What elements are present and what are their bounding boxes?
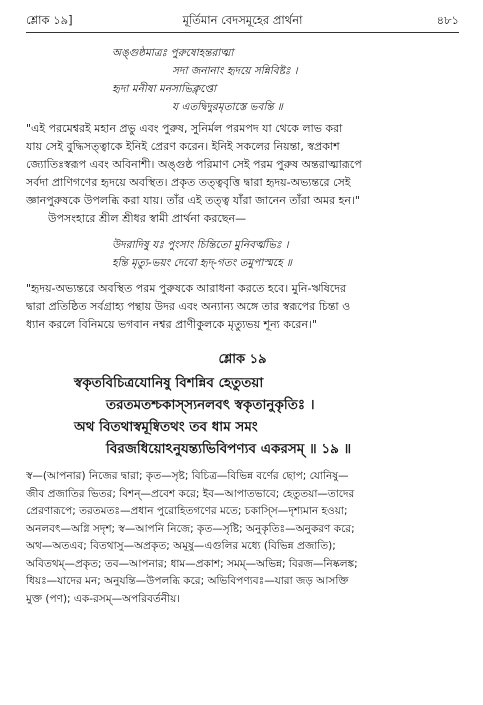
sanskrit-quote-1 <box>26 44 459 116</box>
verse-line: তরতমতশ্চকাস্স্যনলবৎ স্বকৃতানুকৃতিঃ । <box>106 397 315 413</box>
quote-line: সদা জনানাং হৃদয়ে সন্নিবিষ্টঃ । <box>172 65 298 77</box>
prose-line: যায় সেই বুদ্ধিসত্ত্বাকে ইনিই প্রেরণ করেন। ইনিই সকলের নিয়ন্তা, স্বপ্রকাশ <box>26 140 340 153</box>
word-meanings <box>26 468 459 608</box>
synonym-line: অনলবৎ—অগ্নি সদৃশ; স্ব—আপনি নিজে; কৃত—সৃষ্টি; অনুকৃতিঃ—অনুকরণ করে; <box>26 522 355 535</box>
verse-text <box>26 372 459 460</box>
running-header <box>26 12 459 30</box>
quote-line: য এতদ্বিদুরমৃতাস্তে ভবন্তি ॥ <box>172 101 283 113</box>
translation-paragraph-1 <box>26 120 459 210</box>
sanskrit-quote-2 <box>26 236 459 272</box>
prose-line: ধ্যান করলে বিনিময়ে ভগবান নশ্বর প্রাণীকুলকে মৃত্যুভয় শূন্য করেন।" <box>26 318 318 331</box>
prose-line: "এই পরমেশ্বরই মহান প্রভু এবং পুরুষ, সুনির্মল পরমপদ যা থেকে লাভ করা <box>26 122 343 135</box>
quote-line: হৃদা মনীষা মনসাভিক্লৃপ্তো <box>112 83 217 95</box>
synonym-line: ধিয়ঃ—যাদের মন; অনুযন্তি—উপলব্ধি করে; অভিবিপণ্যবঃ—যারা জড় আসক্তি <box>26 575 349 587</box>
synonym-line: অথ—অতএব; বিতথাসু—অপ্রকৃত; অমূষু—এগুলির মধ্যে (বিভিন্ন প্রজাতি); <box>26 540 336 552</box>
prose-line: জ্যোতিঃস্বরূপ এবং অবিনাশী। অঙ্গুষ্ঠ পরিমাণ সেই পরম পুরুষ অন্তরাত্মারূপে <box>26 158 362 171</box>
quote-line: হন্তি মৃত্যু-ভয়ং দেবো হৃদ্-গতং তমুপাস্মহে ॥ <box>112 257 292 269</box>
prose-line: উপসংহারে শ্রীল শ্রীধর স্বামী প্রার্থনা করছেন— <box>48 212 247 225</box>
header-rule <box>26 32 459 33</box>
synonym-line: অবিতথম্—প্রকৃত; তব—আপনার; ধাম—প্রকাশ; সমম্—অভিন্ন; বিরজ—নিষ্কলঙ্ক; <box>26 557 358 570</box>
prose-line: "হৃদয়-অভ্যন্তরে অবস্থিত পরম পুরুষকে আরাধনা করতে হবে। মুনি-ঋষিদের <box>26 282 347 295</box>
synonym-line: জীব প্রজাতির ভিতর; বিশন্—প্রবেশ করে; ইব—আপাতভাবে; হেতুতয়া—তাদের <box>26 487 355 500</box>
intro-paragraph-2 <box>26 210 459 228</box>
verse-heading: শ্লোক ১৯ <box>218 352 267 367</box>
synonym-line: স্ব—(আপনার) নিজের দ্বারা; কৃত—সৃষ্ট; বিচিত্র—বিভিন্ন বর্ণের ছোপ; যোনিষু— <box>26 470 349 482</box>
header-verse-ref: শ্লোক ১৯] <box>26 13 73 27</box>
prose-line: দ্বারা প্রতিষ্ঠিত সর্বগ্রাহ্য পন্থায় উদর এবং অন্যান্য অঙ্গে তার স্বরূপের চিন্তা ও <box>26 300 351 313</box>
verse-line: বিরজধিয়োঽনুযন্ত্যভিবিপণ্যব একরসম্ ॥ ১৯ ॥ <box>106 441 352 457</box>
quote-line: অঙ্গুষ্ঠমাত্রঃ পুরুষোহন্তরাত্মা <box>112 47 234 59</box>
synonym-line: মুক্ত (পণ); এক-রসম্—অপরিবর্তনীয়। <box>26 592 181 605</box>
prose-line: সর্বদা প্রাণিগণের হৃদয়ে অবস্থিত। প্রকৃত তত্ত্ববৃত্তি দ্বারা হৃদয়-অভ্যন্তরে সেই <box>26 176 351 189</box>
translation-paragraph-2 <box>26 280 459 334</box>
verse-line: স্বকৃতবিচিত্রযোনিষু বিশন্নিব হেতুতয়া <box>74 375 264 391</box>
quote-line: উদরাদিষু যঃ পুংসাং চিন্তিতো মুনিবর্ত্মভিঃ । <box>112 239 289 251</box>
page-number: ৪৮১ <box>436 13 459 27</box>
verse-line: অথ বিতথাস্বমূষ্বিতথং তব ধাম সমং <box>74 419 258 435</box>
header-chapter-title: মূর্তিমান বেদসমূহের প্রার্থনা <box>182 13 303 27</box>
prose-line: জ্ঞানপুরুষকে উপলব্ধি করা যায়। তাঁর এই তত্ত্ব যাঁরা জানেন তাঁরা অমর হন।" <box>26 194 360 207</box>
synonym-line: প্রেরণারূপে; তরতমতঃ—প্রধান পুরোহিতগণের মতে; চকাস্সি—দৃশ্যমান হওয়া; <box>26 505 348 517</box>
